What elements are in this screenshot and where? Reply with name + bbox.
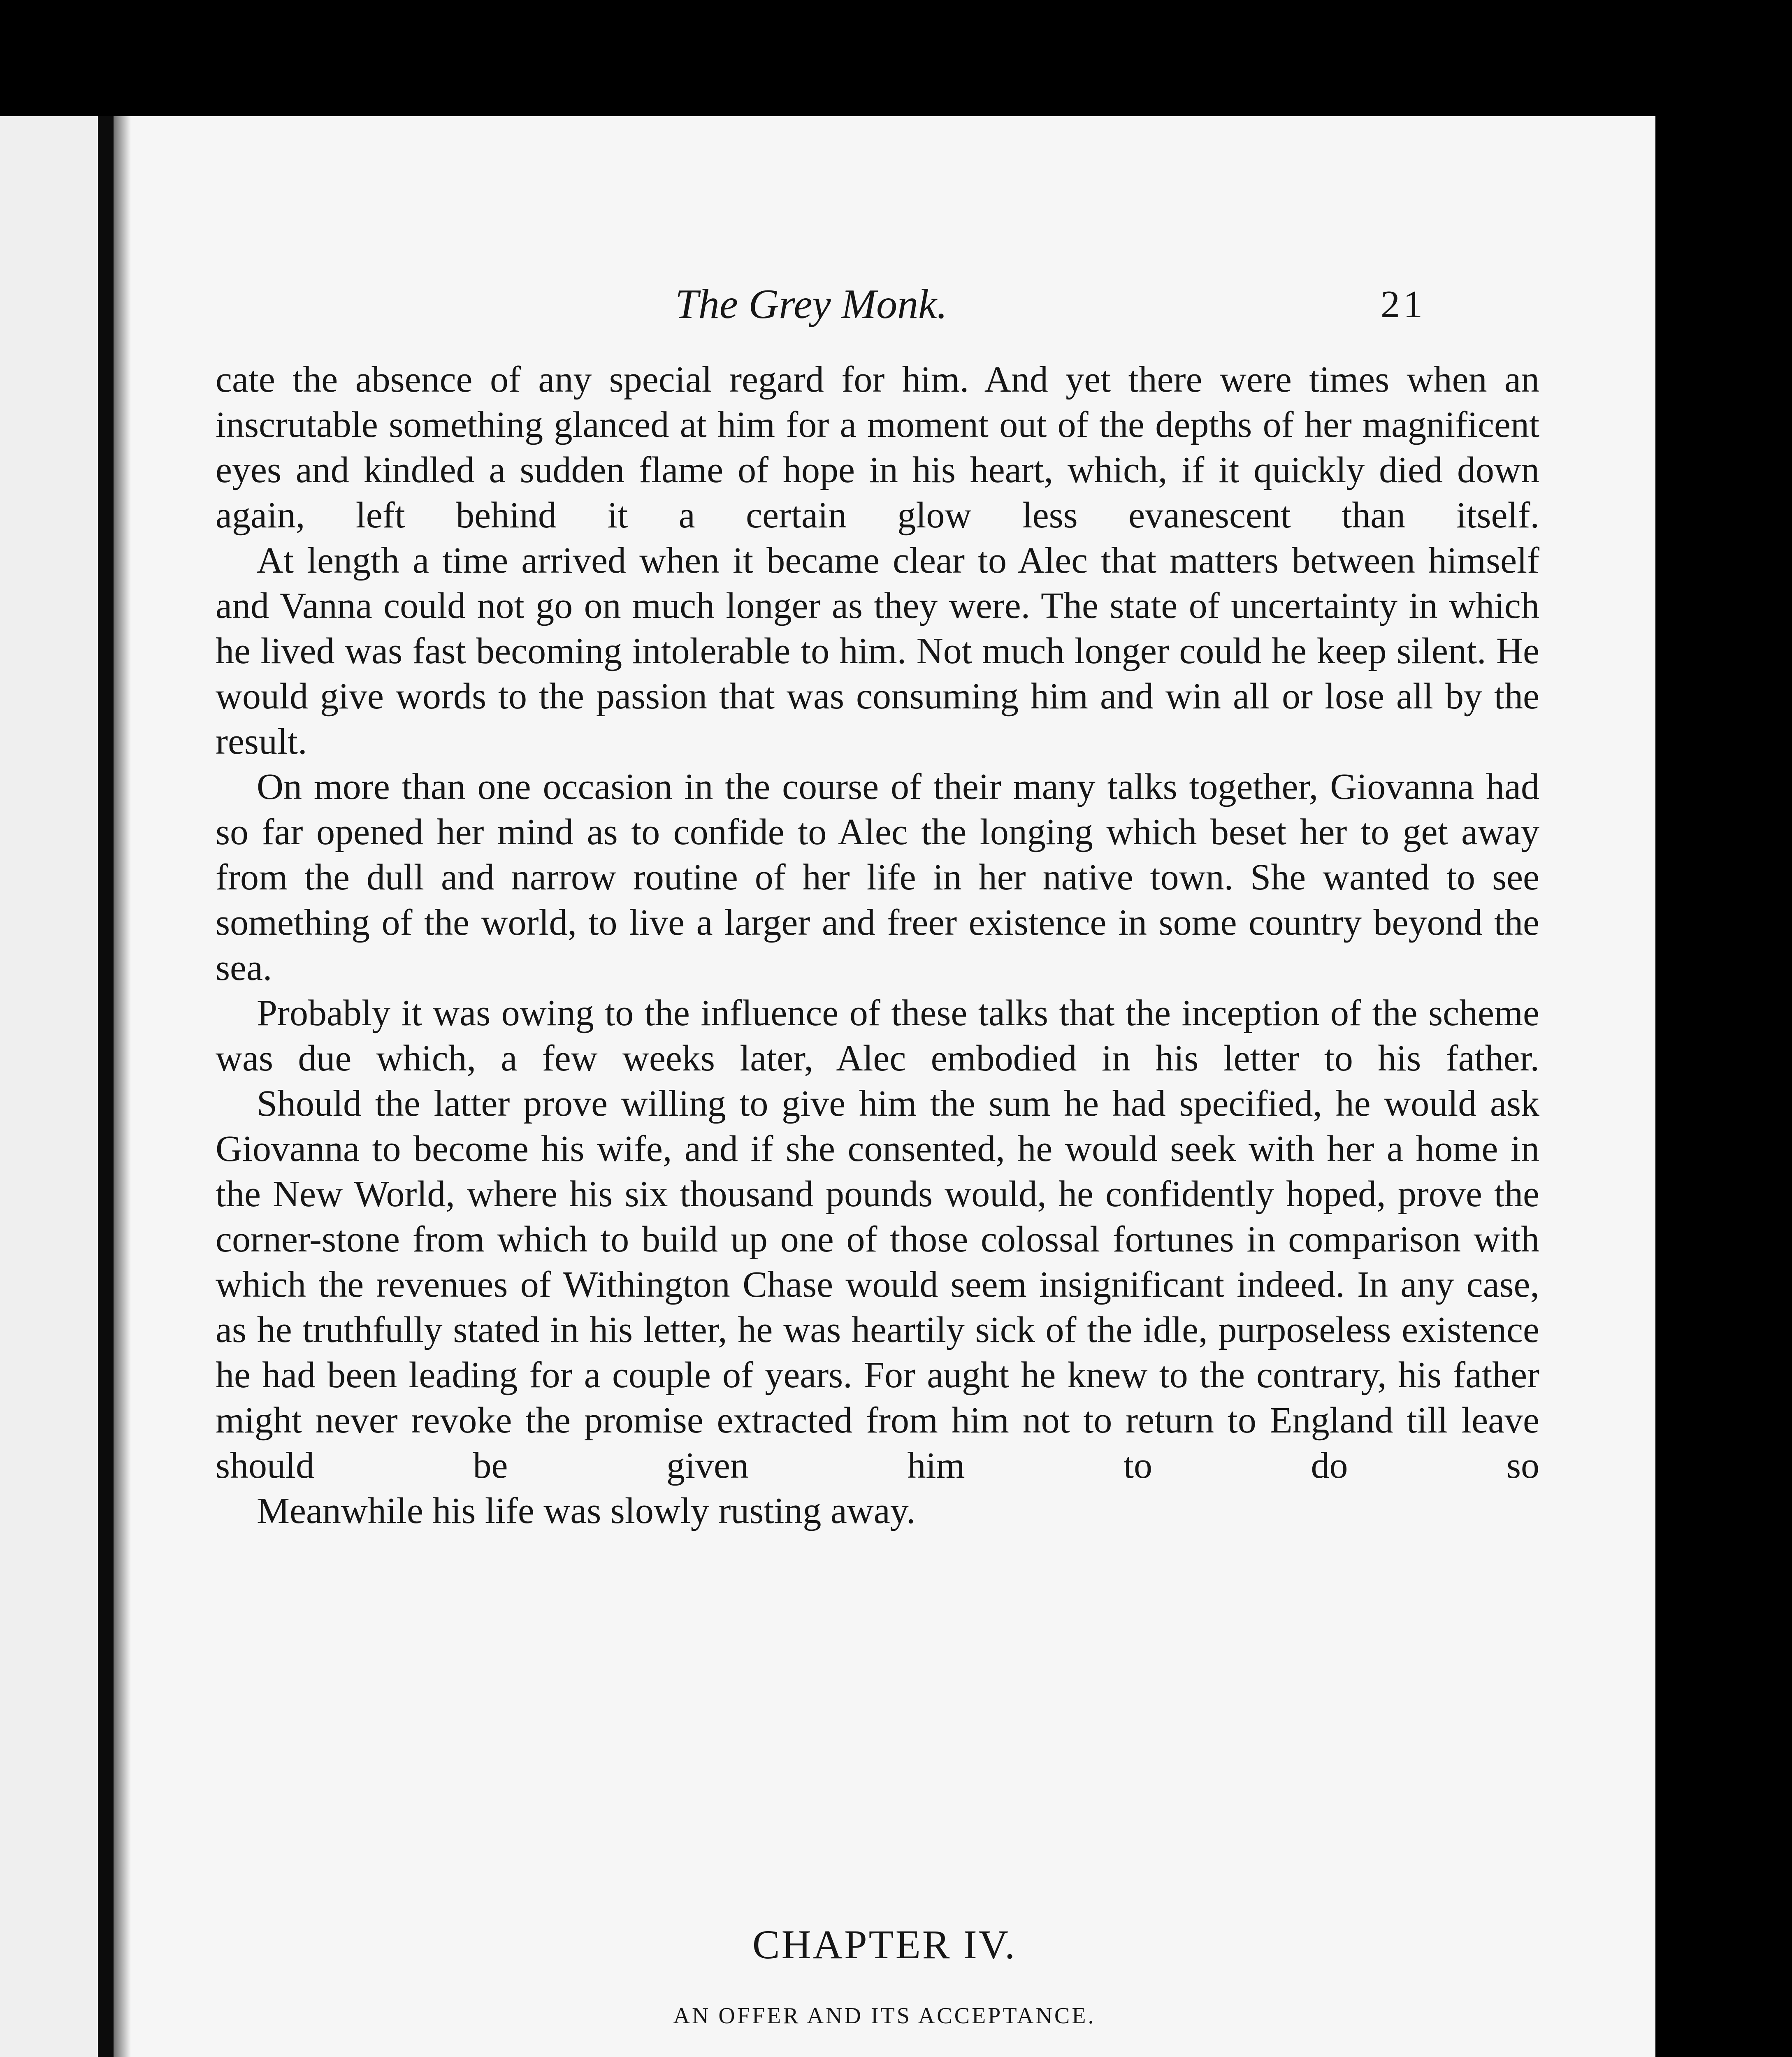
body-text-top — [216, 357, 1539, 1534]
chapter-subtitle: AN OFFER AND ITS ACCEPTANCE. — [673, 2003, 1096, 2029]
paragraph: Probably it was owing to the influence of these talks that the inception of the scheme was due which, a few weeks later, Alec embodied in his letter to his father. — [216, 993, 1539, 1079]
paragraph: Should the latter prove willing to give him the sum he had specified, he would ask Giovanna to become his wife, and if she consented, he would seek with her a home in the New World, where his six thousand pounds would, he confidently hoped, prove the corner-stone from which to build up one of those colossal fortunes in comparison with which the revenues of Withington Chase would seem insignificant indeed. In any case, as he truthfully stated in his letter, he was heartily sick of the idle, purposeless existence he had been leading for a couple of years. For aught he knew to the contrary, his father might never revoke the promise extracted from him not to return to England till leave should be given him to do so — [216, 1083, 1539, 1486]
facing-page-edge — [0, 116, 98, 2057]
chapter-title: CHAPTER IV. — [752, 1922, 1017, 1967]
book-page — [114, 116, 1655, 2057]
page-header — [114, 276, 1655, 333]
page-number: 21 — [1381, 283, 1426, 326]
paragraph: Meanwhile his life was slowly rusting away. — [257, 1491, 916, 1531]
gutter-shadow — [114, 116, 131, 2057]
paragraph: At length a time arrived when it became clear to Alec that matters between himself and Vanna could not go on much longer as they were. The state of uncertainty in which he lived was fast becoming intolerable to him. Not much longer could he keep silent. He would give words to the passion that was consuming him and win all or lose all by the result. — [216, 540, 1539, 762]
running-head: The Grey Monk. — [675, 281, 947, 327]
paragraph: On more than one occasion in the course of their many talks together, Giovanna had so far opened her mind as to confide to Alec the longing which beset her to get away from the dull and narrow routine of her life in her native town. She wanted to see something of the world, to live a larger and freer existence in some country beyond the sea. — [216, 766, 1539, 988]
paragraph-continued: cate the absence of any special regard for him. And yet there were times when an inscrutable something glanced at him for a moment out of the depths of her magnificent eyes and kindled a sudden flame of hope in his heart, which, if it quickly died down again, left behind it a certain glow less evanescent than itself. — [216, 359, 1539, 536]
book-gutter — [98, 116, 114, 2057]
